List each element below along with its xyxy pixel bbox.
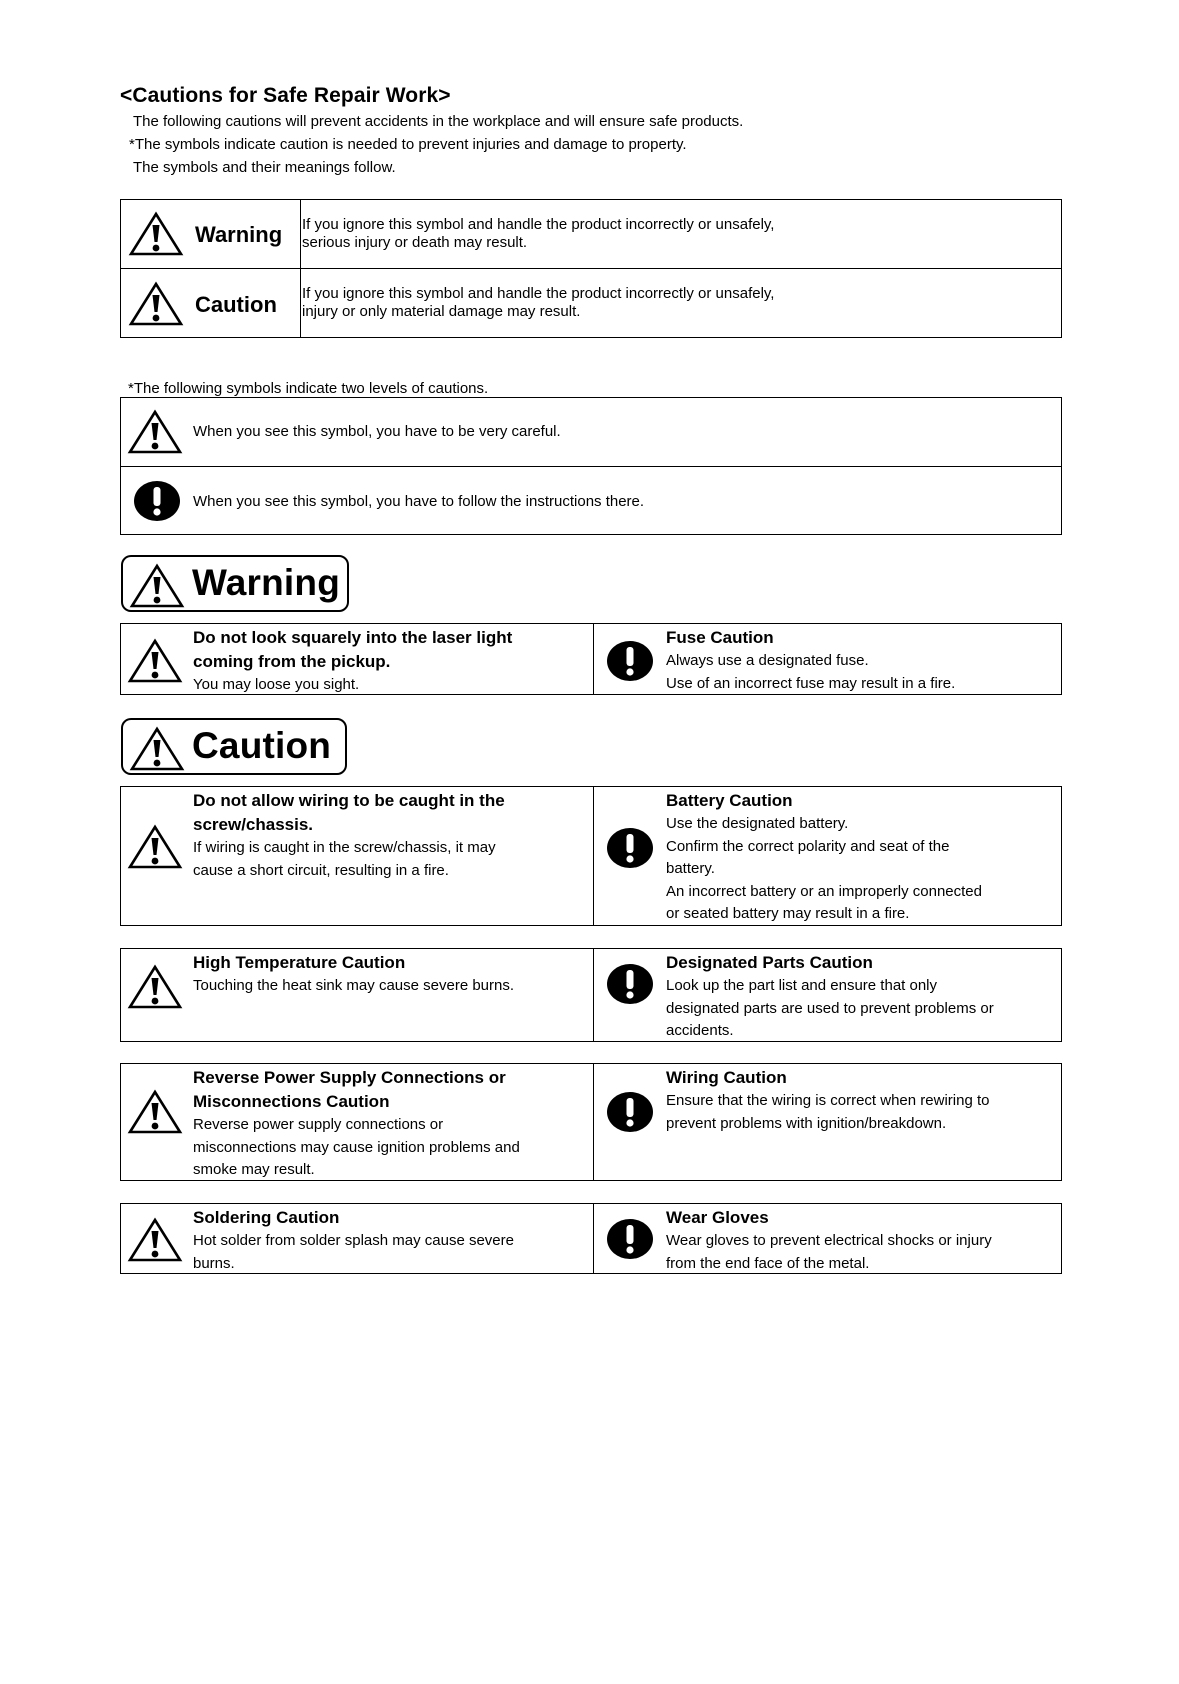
- warning-triangle-icon: [127, 638, 183, 684]
- intro-line-1: The following cautions will prevent accidents in the workplace and will ensure safe products.: [133, 113, 744, 130]
- warning-pair: [120, 623, 1062, 695]
- cell-body-line: Ensure that the wiring is correct when rewiring to: [666, 1092, 990, 1109]
- cell-title-line: screw/chassis.: [193, 815, 314, 834]
- level-text: When you see this symbol, you have to be very careful.: [193, 423, 561, 440]
- cell-body-line: designated parts are used to prevent problems or: [666, 999, 994, 1017]
- fuse-caution-cell: [594, 624, 1061, 694]
- warning-triangle-icon: [127, 409, 183, 455]
- cell-title-line: Fuse Caution: [666, 628, 774, 647]
- symbol-row-warning: [121, 200, 1061, 269]
- cell-body-line: Look up the part list and ensure that only: [666, 977, 938, 994]
- cell-body-line: or seated battery may result in a fire.: [666, 905, 910, 922]
- cell-body-line: You may loose you sight.: [193, 676, 360, 693]
- cell-text: [193, 626, 573, 697]
- page-title: <Cautions for Safe Repair Work>: [120, 84, 451, 107]
- level-row: [121, 466, 1061, 534]
- cell-text: [666, 1066, 1046, 1135]
- cell-body-line: Use of an incorrect fuse may result in a fire.: [666, 674, 956, 692]
- cell-body-line: Touching the heat sink may cause severe burns.: [193, 977, 515, 994]
- cell-title-line: Battery Caution: [666, 791, 793, 810]
- caution-pair-4: [120, 1203, 1062, 1274]
- exclamation-circle-icon: [606, 1218, 654, 1260]
- exclamation-circle-icon: [606, 640, 654, 682]
- cell-body-line: If wiring is caught in the screw/chassis, it may: [193, 839, 496, 856]
- laser-warning-cell: [121, 624, 594, 694]
- cell-title-line: Designated Parts Caution: [666, 953, 873, 972]
- wiring-caution-cell: [594, 1064, 1061, 1180]
- battery-caution-cell: [594, 787, 1061, 925]
- intro-line-2: *The symbols indicate caution is needed to prevent injuries and damage to property.: [129, 136, 687, 153]
- exclamation-circle-icon: [606, 827, 654, 869]
- warning-triangle-icon: [128, 211, 184, 257]
- cell-body-line: An incorrect battery or an improperly connected: [666, 882, 982, 900]
- cell-text: [666, 789, 1046, 926]
- cell-text: [193, 1206, 573, 1275]
- cell-body-line: Hot solder from solder splash may cause severe: [193, 1232, 514, 1249]
- cell-text: [193, 1066, 573, 1182]
- caution-pair-2: [120, 948, 1062, 1042]
- cell-body-line: from the end face of the metal.: [666, 1254, 870, 1272]
- symbol-desc-line-2: serious injury or death may result.: [302, 234, 528, 251]
- caution-pair-3: [120, 1063, 1062, 1181]
- cell-body-line: burns.: [193, 1254, 235, 1272]
- symbol-label-cell: [121, 269, 301, 337]
- cell-body-line: Use the designated battery.: [666, 815, 849, 832]
- cell-title-line: Wiring Caution: [666, 1068, 787, 1087]
- exclamation-circle-icon: [606, 963, 654, 1005]
- warning-heading: [121, 555, 349, 612]
- symbol-desc-line-1: If you ignore this symbol and handle the product incorrectly or unsafely,: [302, 285, 775, 302]
- cell-title-line: Misconnections Caution: [193, 1092, 390, 1111]
- intro-line-3: The symbols and their meanings follow.: [133, 159, 396, 176]
- exclamation-circle-icon: [606, 1091, 654, 1133]
- cell-text: [193, 789, 573, 882]
- cell-body-line: Wear gloves to prevent electrical shocks or injury: [666, 1232, 992, 1249]
- symbol-label: Warning: [195, 222, 283, 247]
- high-temperature-cell: [121, 949, 594, 1041]
- symbol-desc-line-2: injury or only material damage may result.: [302, 303, 581, 320]
- warning-triangle-icon: [128, 281, 184, 327]
- cell-body-line: smoke may result.: [193, 1161, 315, 1178]
- cell-title-line: coming from the pickup.: [193, 652, 391, 671]
- warning-triangle-icon: [129, 726, 185, 772]
- reverse-power-cell: [121, 1064, 594, 1180]
- cell-title-line: Soldering Caution: [193, 1208, 340, 1227]
- cell-body-line: Confirm the correct polarity and seat of the: [666, 837, 950, 855]
- cell-title-line: Do not look squarely into the laser light: [193, 628, 513, 647]
- cell-body-line: prevent problems with ignition/breakdown.: [666, 1114, 947, 1132]
- warning-triangle-icon: [127, 1217, 183, 1263]
- heading-label: Caution: [192, 725, 332, 766]
- cell-title-line: High Temperature Caution: [193, 953, 406, 972]
- warning-triangle-icon: [129, 563, 185, 609]
- cell-title-line: Reverse Power Supply Connections or: [193, 1068, 506, 1087]
- soldering-caution-cell: [121, 1204, 594, 1273]
- cell-title-line: Wear Gloves: [666, 1208, 769, 1227]
- caution-levels-table: [120, 397, 1062, 535]
- cell-text: [193, 951, 573, 998]
- cell-body-line: Always use a designated fuse.: [666, 652, 869, 669]
- cell-text: [666, 626, 1046, 695]
- level-text: When you see this symbol, you have to follow the instructions there.: [193, 493, 645, 510]
- caution-pair-1: [120, 786, 1062, 926]
- heading-label: Warning: [192, 562, 341, 603]
- symbol-meanings-table: [120, 199, 1062, 338]
- symbol-desc-line-1: If you ignore this symbol and handle the product incorrectly or unsafely,: [302, 216, 775, 233]
- designated-parts-cell: [594, 949, 1061, 1041]
- level-row: [121, 398, 1061, 466]
- symbol-row-caution: [121, 268, 1061, 337]
- cell-body-line: misconnections may cause ignition problems and: [193, 1138, 520, 1156]
- cell-text: [666, 951, 1046, 1043]
- levels-intro: *The following symbols indicate two levels of cautions.: [128, 380, 489, 397]
- cell-text: [666, 1206, 1046, 1275]
- cell-title-line: Do not allow wiring to be caught in the: [193, 791, 505, 810]
- cell-body-line: battery.: [666, 860, 715, 877]
- cell-body-line: Reverse power supply connections or: [193, 1116, 444, 1133]
- cell-body-line: accidents.: [666, 1022, 734, 1039]
- caution-heading: [121, 718, 347, 775]
- cell-body-line: cause a short circuit, resulting in a fire.: [193, 861, 449, 879]
- warning-triangle-icon: [127, 964, 183, 1010]
- symbol-label: Caution: [195, 292, 277, 317]
- warning-triangle-icon: [127, 824, 183, 870]
- wiring-caught-cell: [121, 787, 594, 925]
- warning-triangle-icon: [127, 1089, 183, 1135]
- exclamation-circle-icon: [133, 480, 181, 522]
- symbol-label-cell: [121, 200, 301, 269]
- wear-gloves-cell: [594, 1204, 1061, 1273]
